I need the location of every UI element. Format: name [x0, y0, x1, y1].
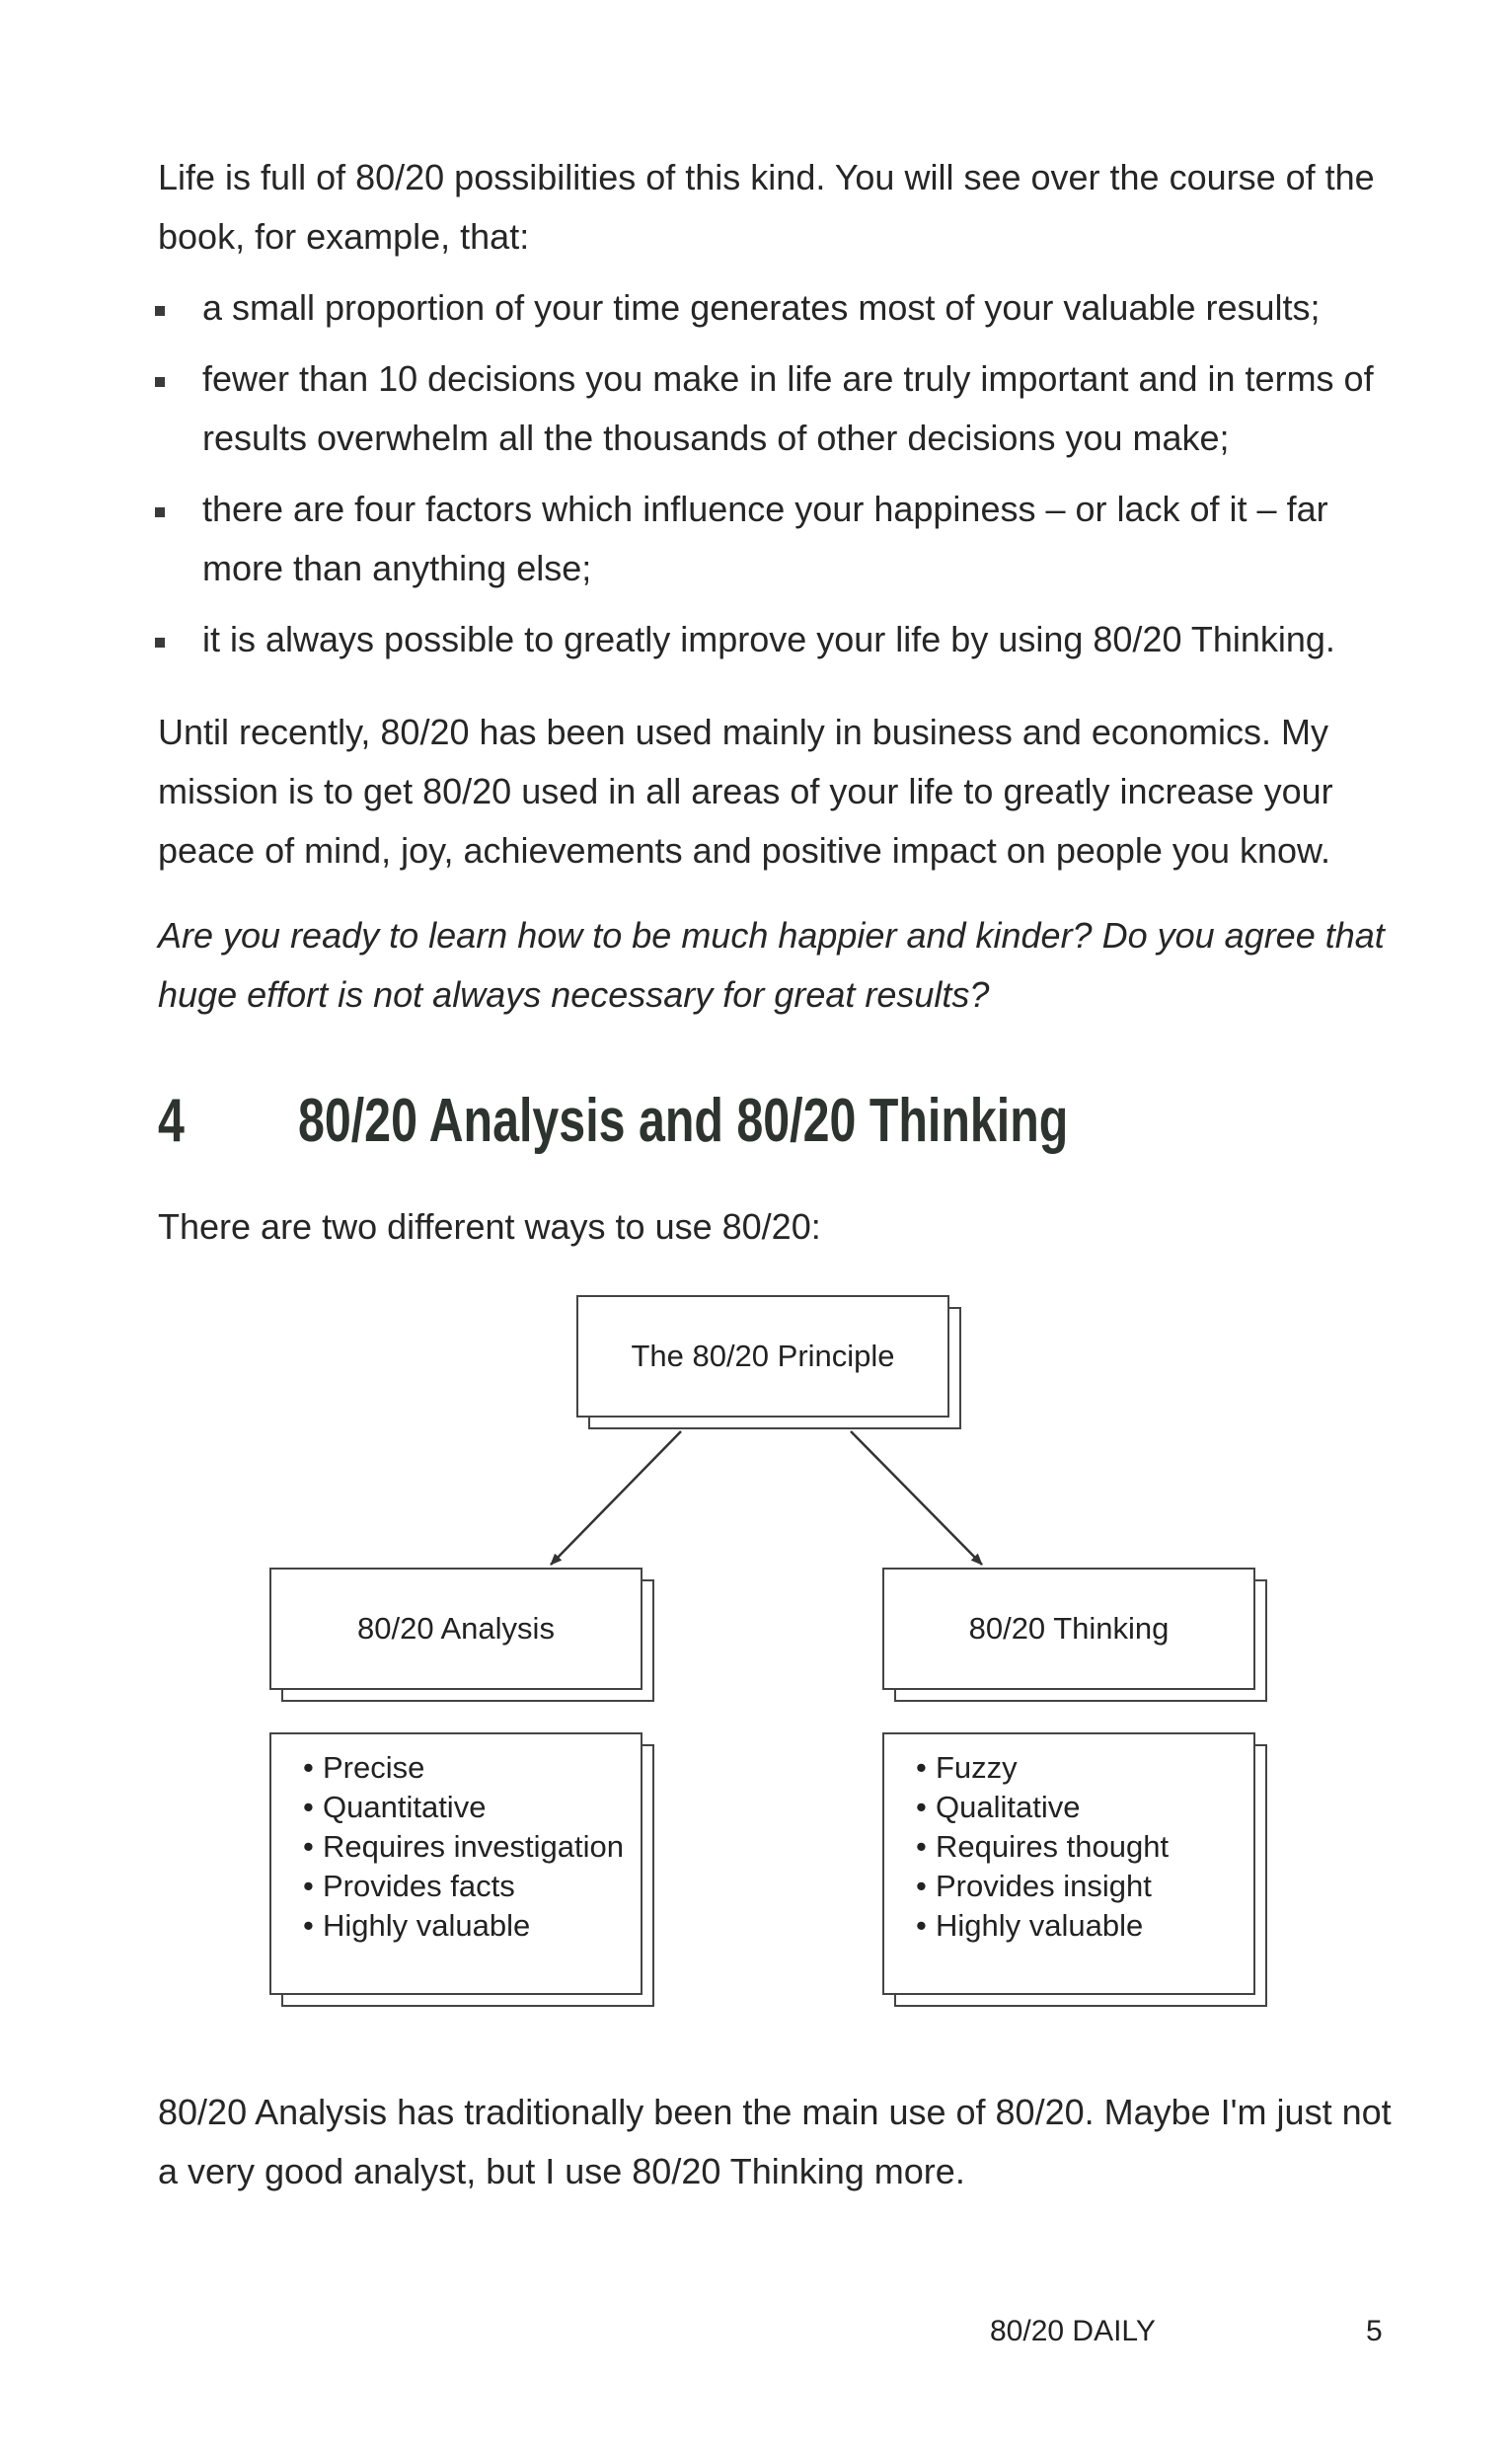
- trait-item: • Precise: [303, 1748, 641, 1788]
- thinking-box: [882, 1568, 1255, 1690]
- trait-item: • Highly valuable: [303, 1906, 641, 1946]
- analysis-traits-list: [271, 1734, 641, 1946]
- thinking-label: 80/20 Thinking: [968, 1611, 1170, 1646]
- section-title: 80/20 Analysis and 80/20 Thinking: [297, 1087, 1069, 1155]
- intro-paragraph: Life is full of 80/20 possibilities of this kind. You will see over the course of the book, for example, that:: [158, 157, 1375, 257]
- question-paragraph: Are you ready to learn how to be much happier and kinder? Do you agree that huge effort is not always necessary for great results?: [158, 915, 1385, 1015]
- analysis-label: 80/20 Analysis: [357, 1611, 555, 1646]
- trait-item: • Requires thought: [916, 1827, 1253, 1867]
- arrow-to-analysis: [551, 1431, 681, 1565]
- bullet-text: it is always possible to greatly improve your life by using 80/20 Thinking.: [202, 619, 1335, 659]
- mission-paragraph: Until recently, 80/20 has been used mainly in business and economics. My mission is to get 80/20 used in all areas of your life to greatly increase your peace of mind, joy, achievements and positive impact on people you know.: [158, 712, 1333, 871]
- trait-item: • Fuzzy: [916, 1748, 1253, 1788]
- trait-item: • Requires investigation: [303, 1827, 641, 1867]
- bullet-text: there are four factors which influence your happiness – or lack of it – far more than anything else;: [202, 489, 1328, 588]
- principle-label: The 80/20 Principle: [631, 1339, 895, 1373]
- trait-item: • Highly valuable: [916, 1906, 1253, 1946]
- trait-item: • Qualitative: [916, 1788, 1253, 1827]
- section-number: 4: [158, 1087, 185, 1155]
- arrow-to-thinking: [851, 1431, 982, 1565]
- analysis-traits-box: [269, 1732, 643, 1995]
- analysis-box: [269, 1568, 643, 1690]
- thinking-traits-box: [882, 1732, 1255, 1995]
- principle-box: [576, 1295, 949, 1418]
- trait-item: • Provides insight: [916, 1867, 1253, 1906]
- bullet-text: fewer than 10 decisions you make in life are truly important and in terms of results overwhelm all the thousands of other decisions you make;: [202, 358, 1374, 458]
- trait-item: • Provides facts: [303, 1867, 641, 1906]
- footer-book-title: 80/20 DAILY: [990, 2315, 1156, 2347]
- closing-paragraph: 80/20 Analysis has traditionally been the main use of 80/20. Maybe I'm just not a very good analyst, but I use 80/20 Thinking more.: [158, 2092, 1392, 2191]
- thinking-traits-list: [884, 1734, 1253, 1946]
- footer-page-number: 5: [1366, 2315, 1383, 2347]
- bullet-text: a small proportion of your time generates most of your valuable results;: [202, 287, 1321, 328]
- lead-in-text: There are two different ways to use 80/20:: [158, 1206, 821, 1247]
- trait-item: • Quantitative: [303, 1788, 641, 1827]
